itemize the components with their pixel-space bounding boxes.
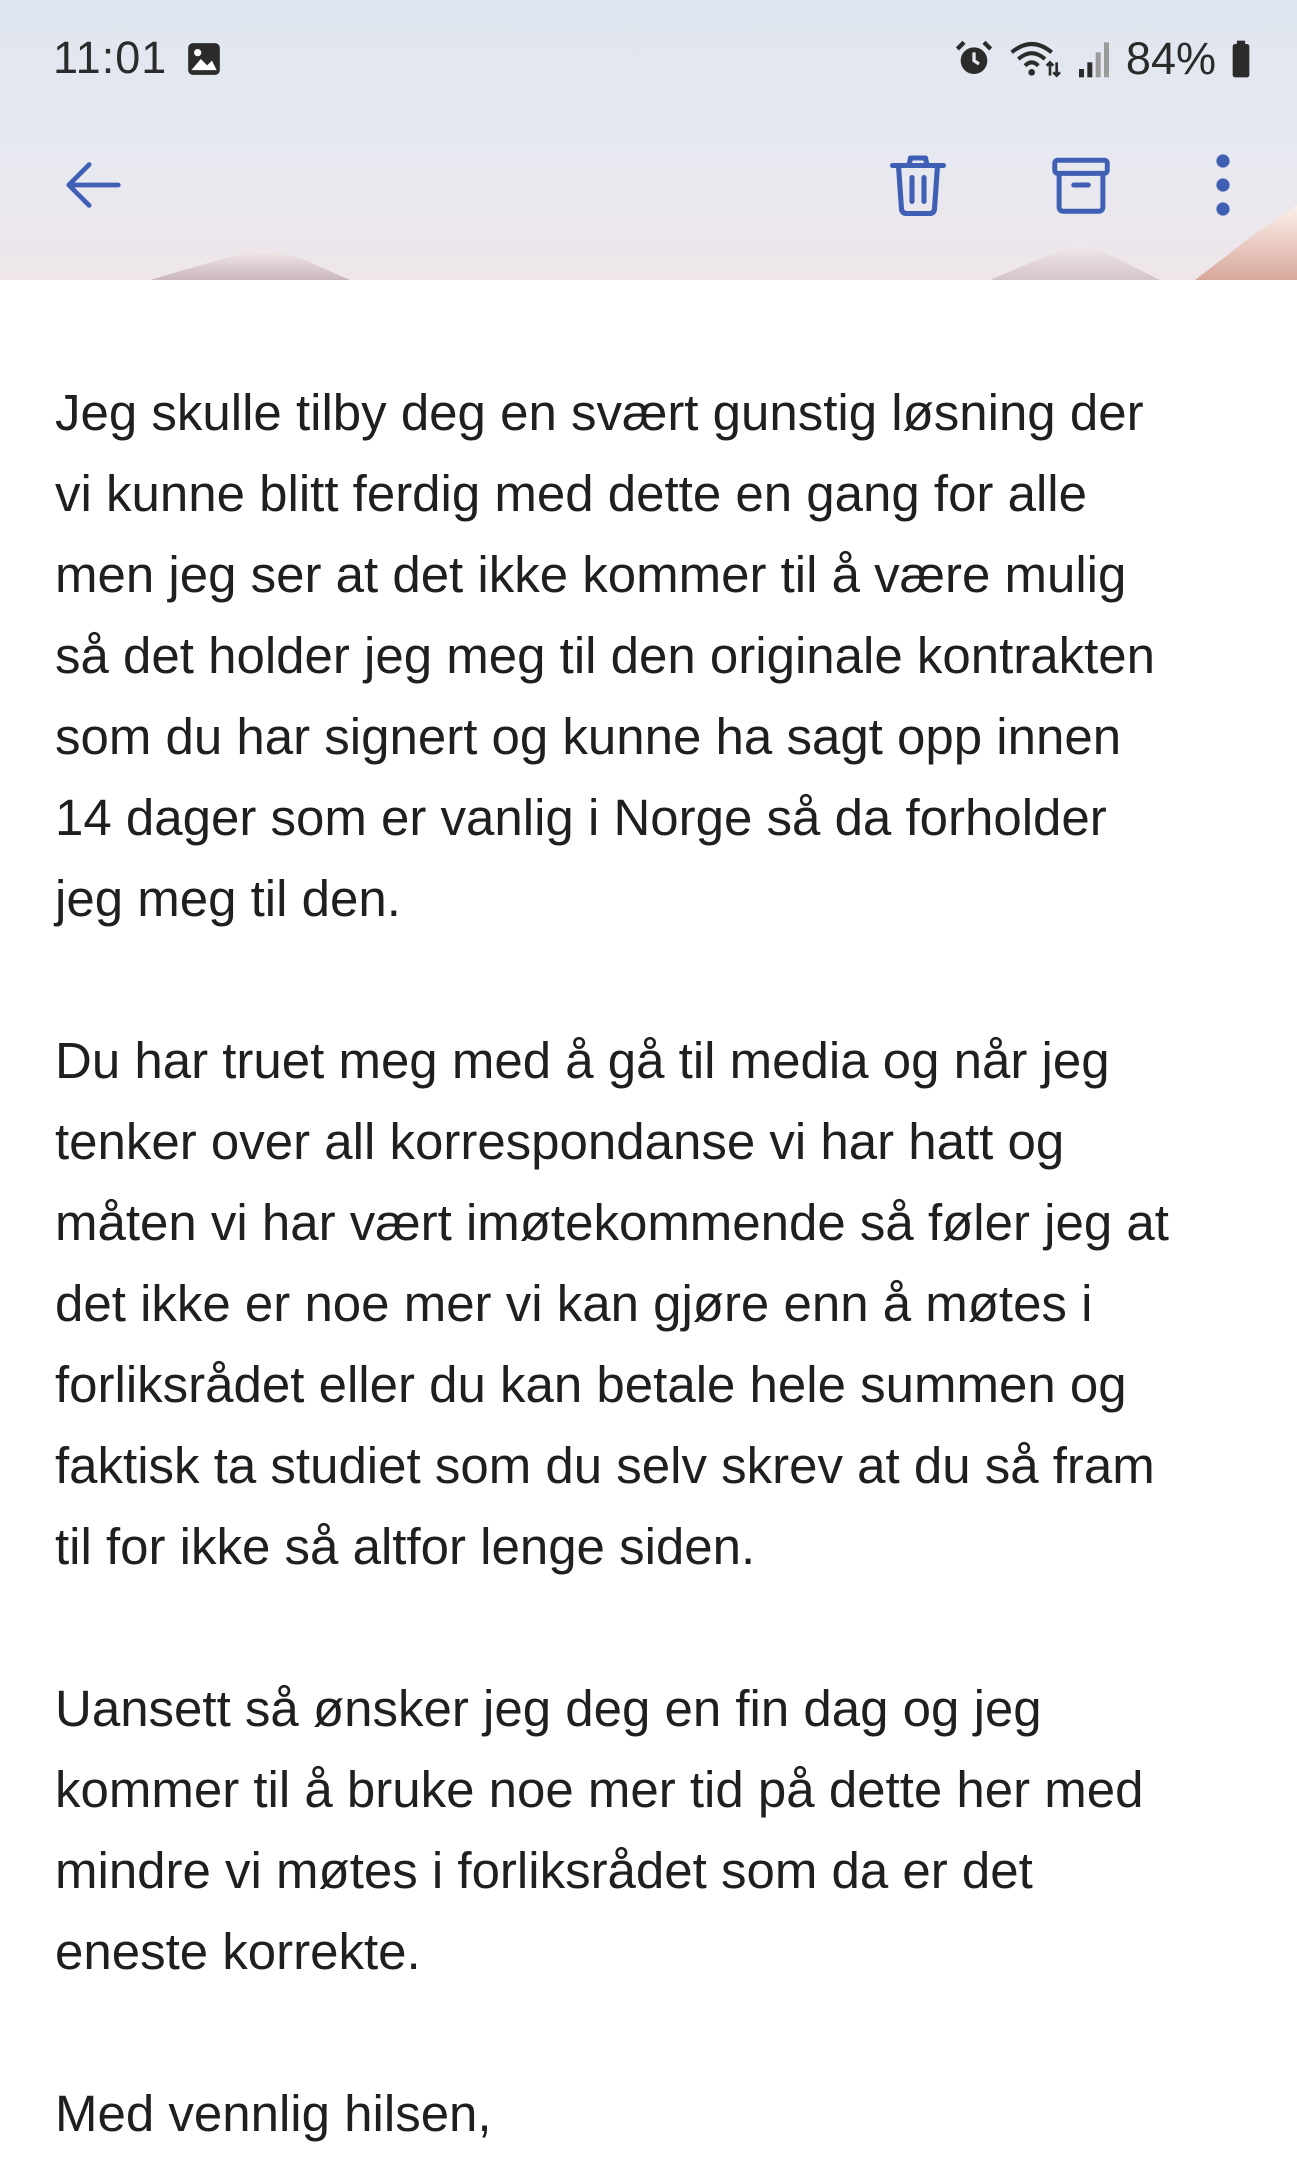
battery-percentage: 84%: [1125, 33, 1216, 84]
more-vert-icon: [1208, 149, 1238, 221]
back-arrow-icon: [60, 150, 130, 220]
archive-icon: [1046, 150, 1116, 220]
delete-button[interactable]: [873, 140, 963, 230]
email-paragraph: Uansett så ønsker jeg deg en fin dag og jeg kommer til å bruke noe mer tid på dette her med mindre vi møtes i forliksrådet som da er det eneste korrekte.: [55, 1680, 1144, 1980]
archive-button[interactable]: [1036, 140, 1126, 230]
status-right-group: [954, 30, 1252, 88]
status-bar: [0, 0, 1297, 118]
wifi-icon: [1008, 39, 1062, 79]
back-button[interactable]: [50, 140, 140, 230]
status-time: 11:01: [53, 32, 168, 83]
trash-icon: [882, 149, 954, 221]
more-options-button[interactable]: [1178, 140, 1268, 230]
gallery-icon: [185, 40, 223, 78]
signal-icon: [1076, 39, 1112, 79]
email-paragraph: Jeg skulle tilby deg en svært gunstig løsning der vi kunne blitt ferdig med dette en gang for alle men jeg ser at det ikke kommer til å være mulig så det holder jeg meg til den originale kontrakten som du har signert og kunne ha sagt opp innen 14 dager som er vanlig i Norge så da forholder jeg meg til den.: [55, 384, 1156, 927]
email-paragraph: Du har truet meg med å gå til media og når jeg tenker over all korrespondanse vi har hatt og måten vi har vært imøtekommende så føler jeg at det ikke er noe mer vi kan gjøre enn å møtes i forliksrådet eller du kan betale hele summen og faktisk ta studiet som du selv skrev at du så fram til for ikke så altfor lenge siden.: [55, 1032, 1169, 1575]
email-body: [55, 372, 1255, 2154]
battery-icon: [1230, 39, 1252, 79]
email-signoff: Med vennlig hilsen,: [55, 2085, 492, 2142]
alarm-icon: [954, 39, 994, 79]
header-bar: [0, 0, 1297, 280]
